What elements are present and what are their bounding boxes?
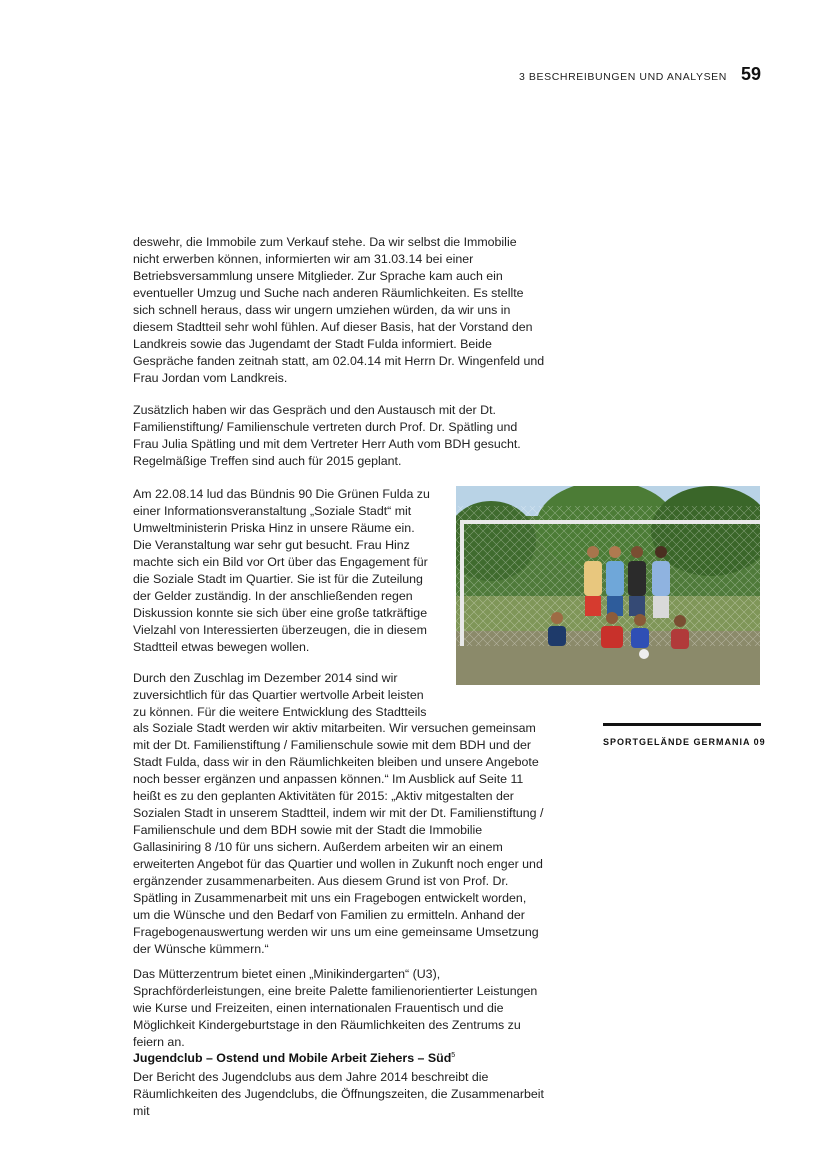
- photo-caption: SPORTGELÄNDE GERMANIA 09: [603, 737, 766, 747]
- paragraph-5: Das Mütterzentrum bietet einen „Minikindergarten“ (U3), Sprachförderleistungen, eine breite Palette familienorientierter Leistungen wie Kurse und Freizeiten, einen internationalen Frauentisch und die Möglichkeit Kindergeburtstage in den Räumlichkeiten des Zentrums zu feiern an.: [133, 967, 538, 1049]
- section-heading: [133, 1051, 455, 1065]
- section-title: 3 BESCHREIBUNGEN UND ANALYSEN: [518, 71, 727, 83]
- paragraph-4a: Durch den Zuschlag im Dezember 2014 sind wir zuversichtlich für das Quartier wertvolle Arbeit leisten zu können. Für die weitere Entwicklung des Stadtteils: [133, 671, 427, 719]
- paragraph-2: Zusätzlich haben wir das Gespräch und den Austausch mit der Dt. Familienstiftung/ Familienschule vertreten durch Prof. Dr. Spätling und Frau Julia Spätling und mit dem Vertreter Herr Auth vom BDH gesucht. Regelmäßige Treffen sind auch für 2015 geplant.: [133, 403, 521, 468]
- sports-field-photo: [456, 486, 760, 685]
- paragraph-4b: als Soziale Stadt werden wir aktiv mitarbeiten. Wir versuchen gemeinsam mit der Dt. Familienstiftung / Familienschule sowie mit dem BDH und der Stadt Fulda, dass wir in den Räumlichkeiten bleiben und unsere Angebote noch besser ergänzen und anpassen können.“ Im Ausblick auf Seite 11 heißt es zu den geplanten Aktivitäten für 2015: „Aktiv mitgestalten der Sozialen Stadt in unserem Stadtteil, indem wir mit der Dt. Familienstiftung / Familienschule und dem BDH sowie mit der Stadt die Immobilie Gallasiniring 8 /10 für uns sichern. Außerdem arbeiten wir an einem erweiterten Angebot für das Quartier und wollen in Zukunft noch enger und ergänzender zusammenarbeiten. Aus diesem Grund ist von Prof. Dr. Spätling in Zusammenarbeit mit uns ein Fragebogen entwickelt worden, um die Wünsche und den Bedarf von Familien zu ermitteln. Anhand der Fragebogenauswertung werden wir uns um eine gemeinsame Umsetzung der Wünsche kümmern.“: [133, 721, 544, 956]
- caption-divider: [603, 723, 761, 726]
- footnote-marker: 5: [451, 1051, 456, 1059]
- paragraph-1: deswehr, die Immobile zum Verkauf stehe. Da wir selbst die Immobilie nicht erwerben können, informierten wir am 31.03.14 bei einer Betriebsversammlung unsere Mitglieder. Zur Sprache kam auch ein eventueller Umzug und Suche nach anderen Räumlichkeiten. Es stellte sich schnell heraus, dass wir ungern umziehen würden, da wir uns in diesem Stadtteil sehr wohl fühlen. Auf dieser Basis, hat der Vorstand den Landkreis sowie das Jugendamt der Stadt Fulda informiert. Beide Gespräche fanden zeitnah statt, am 02.04.14 mit Herrn Dr. Wingenfeld und Frau Jordan vom Landkreis.: [133, 235, 545, 385]
- paragraph-6: Der Bericht des Jugendclubs aus dem Jahre 2014 beschreibt die Räumlichkeiten des Jugendclubs, die Öffnungszeiten, die Zusammenarbeit mit: [133, 1070, 544, 1118]
- running-header: [519, 64, 761, 85]
- paragraph-3: Am 22.08.14 lud das Bündnis 90 Die Grünen Fulda zu einer Informationsveranstaltung „Soziale Stadt“ mit Umweltministerin Priska Hinz in unsere Räume ein. Die Veranstaltung war sehr gut besucht. Frau Hinz machte sich ein Bild vor Ort über das Engagement für die Soziale Stadt im Quartier. Sie ist für die Zuteilung der Gelder zuständig. In der anschließenden regen Diskussion konnte sie sich über eine große tatkräftige Vielzahl von Interessierten überzeugen, die in diesem Stadtteil etwas bewegen wollen.: [133, 487, 430, 654]
- page-number: 59: [740, 64, 761, 84]
- section-heading-text: Jugendclub – Ostend und Mobile Arbeit Ziehers – Süd: [133, 1051, 452, 1065]
- photo-illustration: [456, 486, 760, 685]
